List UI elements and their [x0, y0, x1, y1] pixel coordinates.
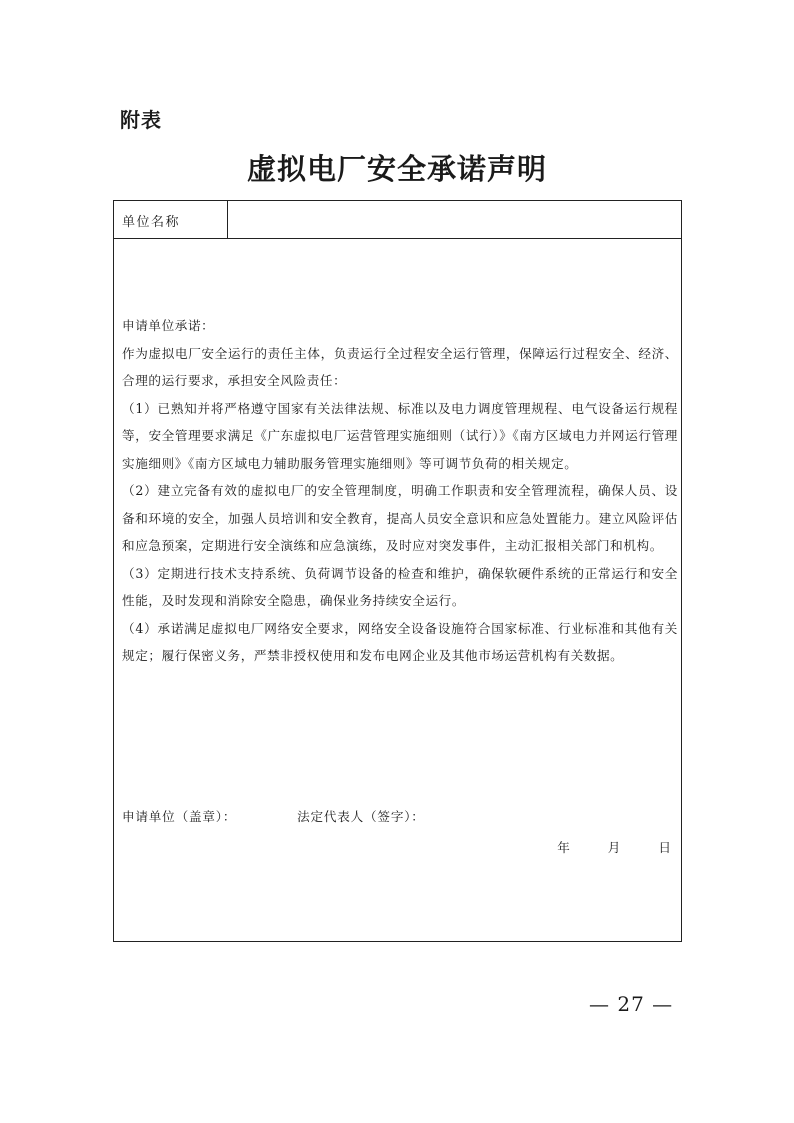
date-row — [523, 837, 671, 856]
date-month: 月 — [607, 840, 621, 855]
commitment-item-3: （3）定期进行技术支持系统、负荷调节设备的检查和维护，确保软硬件系统的正常运行和安全性能，及时发现和消除安全隐患，确保业务持续安全运行。 — [122, 565, 678, 608]
document-title: 虚拟电厂安全承诺声明 — [246, 152, 547, 186]
unit-name-field[interactable] — [234, 207, 668, 233]
commitment-item-2: （2）建立完备有效的虚拟电厂的安全管理制度，明确工作职责和安全管理流程，确保人员、设备和环境的安全，加强人员培训和安全教育，提高人员安全意识和应急处置能力。建立风险评估和应急预案，定期进行安全演练和应急演练，及时应对突发事件，主动汇报相关部门和机构。 — [122, 483, 678, 553]
date-day: 日 — [658, 840, 671, 855]
cell-divider — [227, 201, 228, 238]
commitment-body — [122, 312, 678, 670]
unit-name-row — [114, 201, 681, 239]
commitment-form-table — [113, 200, 682, 942]
unit-name-label: 单位名称 — [122, 215, 181, 230]
commitment-intro: 作为虚拟电厂安全运行的责任主体，负责运行全过程安全运行管理，保障运行过程安全、经济、合理的运行要求，承担安全风险责任： — [122, 345, 678, 388]
appendix-label: 附表 — [120, 108, 162, 132]
commitment-item-1: （1）已熟知并将严格遵守国家有关法律法规、标准以及电力调度管理规程、电气设备运行规程等，安全管理要求满足《广东虚拟电厂运营管理实施细则（试行）》《南方区域电力并网运行管理实施细则》《南方区域电力辅助服务管理实施细则》等可调节负荷的相关规定。 — [122, 400, 678, 471]
date-year: 年 — [557, 840, 570, 855]
applicant-seal-label: 申请单位（盖章）： — [122, 809, 237, 824]
page-number: — 27 — — [589, 992, 674, 1016]
commitment-heading: 申请单位承诺： — [122, 318, 215, 333]
legal-representative-label: 法定代表人（签字）： — [297, 809, 425, 824]
signature-row — [122, 806, 425, 825]
commitment-item-4: （4）承诺满足虚拟电厂网络安全要求，网络安全设备设施符合国家标准、行业标准和其他有关规定；履行保密义务，严禁非授权使用和发布电网企业及其他市场运营机构有关数据。 — [122, 620, 678, 663]
